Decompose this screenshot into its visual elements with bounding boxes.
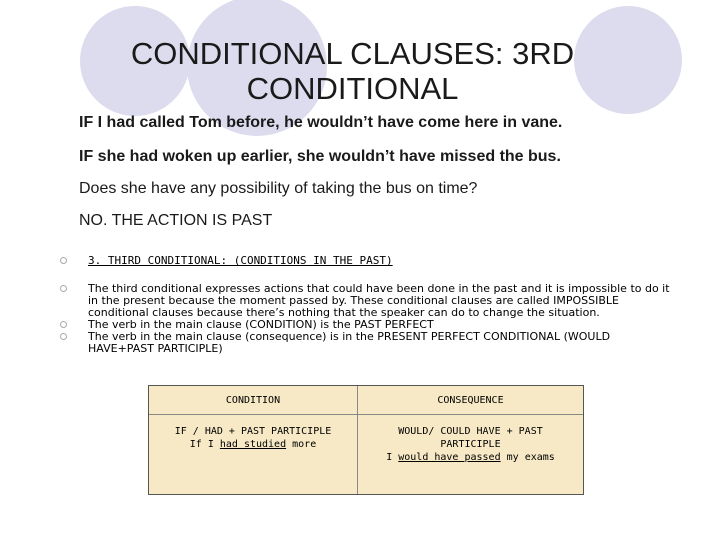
consequence-rule-line-1: WOULD/ COULD HAVE + PAST xyxy=(398,426,543,437)
table-row-divider xyxy=(149,414,583,415)
bullet-condition-text: The verb in the main clause (CONDITION) is the PAST PERFECT xyxy=(88,318,434,331)
table-condition-cell xyxy=(149,425,357,451)
consequence-example-verb: would have passed xyxy=(398,452,501,463)
table-consequence-cell xyxy=(358,425,583,464)
condition-example-start: If I xyxy=(189,439,220,450)
question-sentence: Does she have any possibility of taking the bus on time? xyxy=(79,180,478,197)
bullet-explanation-text: The third conditional expresses actions that could have been done in the past and it is impossible to do it in the present because the moment passed by. These conditional clauses are called IMPOSSIBLE conditional clauses because there’s nothing that the speaker can do to change the situation. xyxy=(88,282,670,319)
condition-example xyxy=(149,438,357,451)
bullet-item-consequence-verb xyxy=(60,331,670,355)
bullet-item-explanation xyxy=(60,283,670,319)
bullet-dot-icon xyxy=(60,257,67,264)
bullet-dot-icon xyxy=(60,285,67,292)
example-sentence-2: IF she had woken up earlier, she wouldn’t have missed the bus. xyxy=(79,148,561,165)
bullet-dot-icon xyxy=(60,333,67,340)
bullet-list xyxy=(60,255,670,355)
answer-sentence: NO. THE ACTION IS PAST xyxy=(79,212,273,229)
bullet-item-heading xyxy=(60,255,670,267)
table-header-condition: CONDITION xyxy=(225,395,281,406)
consequence-example-start: I xyxy=(386,452,399,463)
condition-example-end: more xyxy=(286,439,317,450)
example-sentence-1: IF I had called Tom before, he wouldn’t have come here in vane. xyxy=(79,114,563,131)
grammar-table xyxy=(148,385,584,495)
bullet-dot-icon xyxy=(60,321,67,328)
table-header-consequence: CONSEQUENCE xyxy=(437,395,504,406)
consequence-example xyxy=(358,451,583,464)
condition-rule: IF / HAD + PAST PARTICIPLE xyxy=(174,426,332,437)
consequence-rule-line-2: PARTICIPLE xyxy=(440,439,501,450)
bullet-heading-text: 3. THIRD CONDITIONAL: (CONDITIONS IN THE PAST) xyxy=(88,254,393,267)
bullet-consequence-text: The verb in the main clause (consequence) is in the PRESENT PERFECT CONDITIONAL (WOULD HAVE+PAST PARTICIPLE) xyxy=(88,330,611,355)
consequence-example-end: my exams xyxy=(500,452,555,463)
condition-example-verb: had studied xyxy=(219,439,287,450)
slide-title: CONDITIONAL CLAUSES: 3RD CONDITIONAL xyxy=(130,36,575,106)
